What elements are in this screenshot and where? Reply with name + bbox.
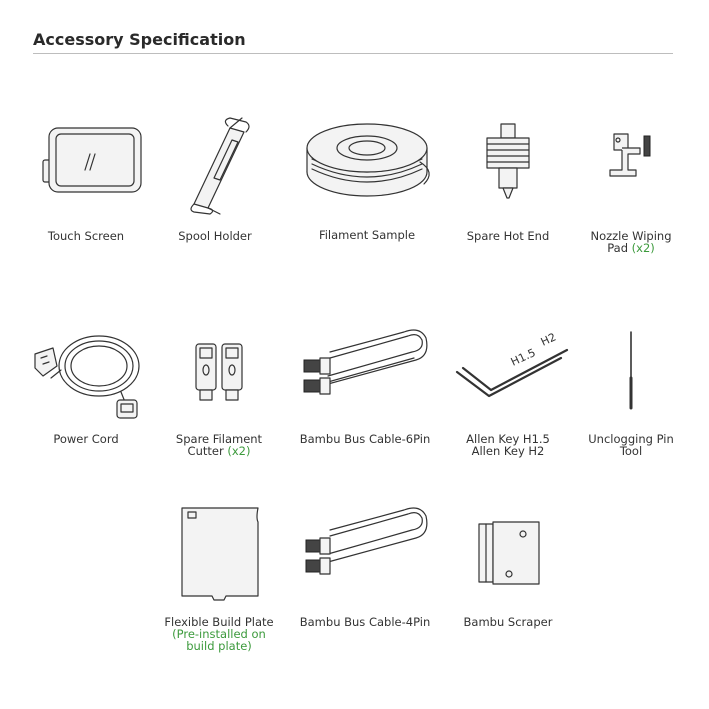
accessory-label — [295, 433, 435, 445]
wiping-pad-icon — [566, 110, 696, 220]
accessory-label — [438, 230, 578, 242]
accessory-name: Allen Key H1.5 — [466, 432, 550, 446]
accessory-label — [149, 616, 289, 652]
touch-screen-icon — [21, 110, 151, 220]
accessory-name: Spool Holder — [178, 229, 252, 243]
quantity-badge: (x2) — [631, 241, 655, 255]
page-title: Accessory Specification — [33, 30, 246, 49]
hot-end-icon — [443, 110, 573, 220]
accessory-label — [149, 433, 289, 457]
accessory-name: Bambu Bus Cable-4Pin — [299, 615, 431, 629]
accessory-name: Unclogging Pin — [588, 432, 674, 446]
build-plate-icon — [154, 498, 284, 608]
install-note: build plate) — [186, 639, 252, 653]
accessory-label — [16, 230, 156, 242]
accessory-name: Bambu Scraper — [463, 615, 553, 629]
accessory-name: Touch Screen — [47, 229, 125, 243]
accessory-label — [438, 433, 578, 457]
accessory-name: Bambu Bus Cable-6Pin — [299, 432, 431, 446]
title-divider — [33, 53, 673, 54]
accessory-label — [295, 616, 435, 628]
accessory-name: Flexible Build Plate — [164, 615, 274, 629]
power-cord-icon — [21, 318, 151, 428]
filament-spool-icon — [302, 106, 432, 216]
allen-key-icon — [443, 318, 573, 428]
filament-cutter-icon — [154, 318, 284, 428]
install-note: (Pre-installed on — [172, 627, 266, 641]
accessory-label — [16, 433, 156, 445]
accessory-label — [561, 433, 701, 457]
bus-cable-4pin-icon — [300, 498, 430, 608]
accessory-name: Tool — [619, 444, 643, 458]
bus-cable-6pin-icon — [300, 318, 430, 428]
accessory-label — [561, 230, 701, 254]
accessory-name: Cutter — [187, 444, 224, 458]
key-size-label: H1.5 — [508, 346, 538, 369]
accessory-name: Pad — [607, 241, 628, 255]
quantity-badge: (x2) — [227, 444, 251, 458]
accessory-label — [438, 616, 578, 628]
accessory-name: Allen Key H2 — [471, 444, 545, 458]
accessory-label — [297, 229, 437, 241]
accessory-name: Spare Filament — [175, 432, 263, 446]
spool-holder-icon — [150, 110, 280, 220]
accessory-name: Filament Sample — [318, 228, 416, 242]
unclogging-pin-icon — [566, 318, 696, 428]
scraper-icon — [443, 498, 573, 608]
accessory-label — [145, 230, 285, 242]
accessory-name: Nozzle Wiping — [590, 229, 672, 243]
accessory-name: Power Cord — [53, 432, 119, 446]
accessory-name: Spare Hot End — [466, 229, 550, 243]
key-size-label: H2 — [538, 330, 559, 349]
